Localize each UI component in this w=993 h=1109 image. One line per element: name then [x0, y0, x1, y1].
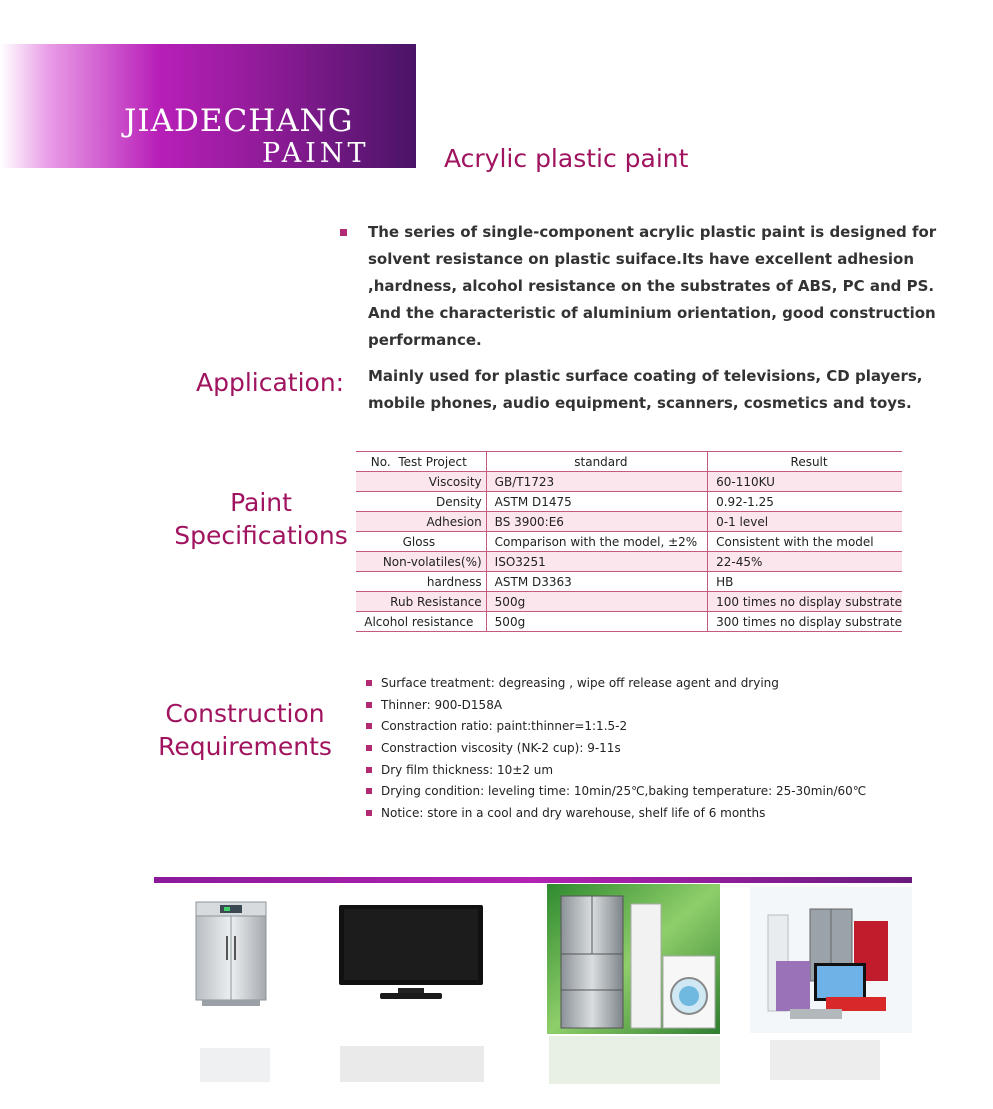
bullet-icon: [366, 702, 372, 708]
appliances-reflection: [549, 1036, 720, 1084]
specifications-table: [356, 451, 902, 632]
logo-text-line1: JIADECHANG: [124, 103, 354, 139]
table-row: [356, 532, 902, 552]
list-item-text: Constraction viscosity (NK-2 cup): 9-11s: [381, 740, 621, 755]
table-row: [356, 512, 902, 532]
cell-standard: 500g: [486, 592, 707, 612]
cell-project: Density: [356, 492, 486, 512]
table-row: [356, 592, 902, 612]
cell-standard: ASTM D1475: [486, 492, 707, 512]
cell-standard: Comparison with the model, ±2%: [486, 532, 707, 552]
specifications-label-line2: Specifications: [174, 521, 348, 550]
list-item-text: Thinner: 900-D158A: [381, 697, 503, 712]
construction-label-line2: Requirements: [158, 732, 332, 761]
bullet-icon: [366, 680, 372, 686]
list-item-text: Constraction ratio: paint:thinner=1:1.5-2: [381, 719, 628, 734]
refrigerator-image: [190, 896, 272, 1018]
cell-result: 0-1 level: [708, 512, 902, 532]
list-item-text: Dry film thickness: 10±2 um: [381, 762, 554, 777]
header-project: Test Project: [398, 454, 467, 469]
list-item: [366, 780, 866, 802]
table-row: [356, 472, 902, 492]
refrigerator-reflection: [200, 1048, 270, 1082]
logo-text-line2: PAINT: [262, 138, 370, 169]
list-item: [366, 672, 866, 694]
list-item-text: Drying condition: leveling time: 10min/25℃,baking temperature: 25-30min/60℃: [381, 784, 867, 799]
cell-standard: BS 3900:E6: [486, 512, 707, 532]
construction-label: [152, 697, 338, 763]
header-no-project: [356, 452, 486, 472]
bullet-icon: [366, 767, 372, 773]
header-no: No.: [370, 454, 391, 469]
cell-project: Adhesion: [356, 512, 486, 532]
cell-standard: 500g: [486, 612, 707, 632]
cell-project: Rub Resistance: [356, 592, 486, 612]
cell-result: 22-45%: [708, 552, 902, 572]
cell-project: Gloss: [356, 532, 486, 552]
list-item: [366, 759, 866, 781]
header-result: Result: [708, 452, 902, 472]
intro-text: The series of single-component acrylic plastic paint is designed for solvent resistance on plastic suiface.Its have excellent adhesion ,hardness, alcohol resistance on the substrates of ABS, PC and PS. And the characteristic of aluminium orientation, good construction performance.: [368, 223, 937, 349]
cell-project: hardness: [356, 572, 486, 592]
cell-result: HB: [708, 572, 902, 592]
list-item-text: Notice: store in a cool and dry warehouse, shelf life of 6 months: [381, 805, 766, 820]
list-item: [366, 737, 866, 759]
header-standard: standard: [486, 452, 707, 472]
cell-standard: GB/T1723: [486, 472, 707, 492]
cell-result: 100 times no display substrate: [708, 592, 902, 612]
television-reflection: [340, 1046, 484, 1082]
appliances-image: [547, 884, 720, 1034]
cell-project: Alcohol resistance: [356, 612, 486, 632]
bullet-icon: [366, 723, 372, 729]
construction-label-line1: Construction: [165, 699, 325, 728]
application-text: Mainly used for plastic surface coating of televisions, CD players, mobile phones, audio equipment, scanners, cosmetics and toys.: [368, 367, 923, 412]
bullet-icon: [366, 788, 372, 794]
table-row: [356, 572, 902, 592]
table-row: [356, 612, 902, 632]
table-row: [356, 492, 902, 512]
home-appliances-reflection: [770, 1040, 880, 1080]
product-title: Acrylic plastic paint: [444, 144, 689, 173]
section-divider: [154, 877, 912, 883]
cell-project: Viscosity: [356, 472, 486, 492]
list-item: [366, 694, 866, 716]
home-appliances-image: [750, 887, 912, 1033]
bullet-icon: [366, 745, 372, 751]
cell-project: Non-volatiles(%): [356, 552, 486, 572]
television-image: [338, 904, 484, 1002]
intro-bullet-icon: [340, 229, 347, 236]
table-row: [356, 552, 902, 572]
list-item-text: Surface treatment: degreasing , wipe off release agent and drying: [381, 675, 779, 690]
cell-result: 0.92-1.25: [708, 492, 902, 512]
table-header-row: [356, 452, 902, 472]
list-item: [366, 715, 866, 737]
cell-result: 300 times no display substrate: [708, 612, 902, 632]
specifications-label-line1: Paint: [230, 488, 292, 517]
cell-result: 60-110KU: [708, 472, 902, 492]
application-label: Application:: [196, 368, 345, 397]
bullet-icon: [366, 810, 372, 816]
list-item: [366, 802, 866, 824]
cell-standard: ASTM D3363: [486, 572, 707, 592]
specifications-label: [168, 486, 354, 552]
cell-standard: ISO3251: [486, 552, 707, 572]
cell-result: Consistent with the model: [708, 532, 902, 552]
construction-list: [366, 672, 866, 824]
